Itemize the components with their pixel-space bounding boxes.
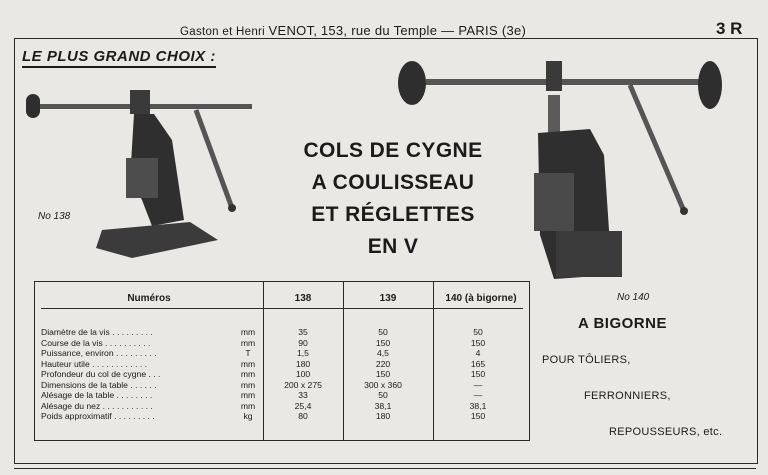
row-unit: mm	[240, 337, 256, 348]
value-140: 38,1	[469, 400, 487, 411]
value-138: 80	[298, 411, 308, 421]
row-unit: kg	[243, 411, 253, 421]
value-139: 38,1	[374, 400, 392, 411]
table-row	[35, 380, 529, 391]
handwheel-right	[698, 61, 722, 109]
header-138: 138	[294, 293, 312, 304]
table-row	[35, 327, 529, 338]
value-139: 4,5	[377, 348, 389, 358]
handwheel-left	[398, 61, 426, 105]
header-address	[180, 23, 526, 38]
value-138: 200 x 275	[284, 379, 322, 390]
table-row	[35, 390, 529, 401]
row-unit: mm	[240, 400, 256, 411]
crank-arm	[196, 110, 232, 208]
product-title	[268, 135, 518, 263]
row-unit: mm	[240, 358, 256, 369]
page-header	[0, 6, 768, 38]
header-prefix: Gaston et Henri	[180, 26, 266, 38]
header-139: 139	[379, 293, 397, 304]
row-label: Diamètre de la vis . . . . . . . . .	[41, 327, 153, 337]
value-140: 150	[470, 337, 486, 348]
table-row	[35, 348, 529, 359]
row-label: Course de la vis . . . . . . . . . .	[41, 337, 151, 348]
value-140: 150	[470, 411, 486, 421]
screw-spiral	[548, 95, 560, 137]
table-row	[35, 359, 529, 370]
value-140: 50	[473, 327, 483, 337]
screw-head	[546, 61, 562, 91]
value-140: —	[473, 379, 483, 390]
table-body	[35, 327, 529, 422]
use-line: POUR TÔLIERS,	[542, 354, 631, 366]
value-139: 50	[378, 390, 388, 400]
row-label: Puissance, environ . . . . . . . . .	[41, 348, 157, 358]
bigorne-base	[556, 231, 622, 277]
value-140: 165	[470, 358, 486, 369]
page-number: 3 R	[716, 19, 743, 38]
bigorne-heading: A BIGORNE	[578, 315, 667, 332]
row-label: Alésage du nez . . . . . . . . . . .	[41, 400, 153, 411]
bottom-rule	[14, 468, 756, 469]
use-line: FERRONNIERS,	[584, 390, 671, 402]
slide-block	[534, 173, 574, 231]
title-line: A COULISSEAU	[311, 171, 475, 194]
value-138: 1,5	[297, 348, 309, 358]
row-label: Dimensions de la table . . . . . .	[41, 379, 157, 390]
header-street: 153, rue du Temple — PARIS (3e)	[320, 23, 527, 38]
table-row	[35, 338, 529, 349]
value-138: 33	[298, 390, 308, 400]
row-unit: mm	[240, 369, 256, 379]
row-unit: T	[245, 348, 251, 358]
value-139: 50	[378, 327, 388, 337]
handwheel-left	[26, 94, 40, 118]
machine-base	[96, 222, 218, 258]
row-label: Alésage de la table . . . . . . . .	[41, 390, 153, 400]
title-line: COLS DE CYGNE	[303, 139, 483, 162]
value-138: 90	[298, 337, 308, 348]
table-row	[35, 401, 529, 412]
screw-head	[130, 90, 150, 114]
value-139: 150	[375, 369, 391, 379]
value-138: 25,4	[294, 400, 312, 411]
row-label: Profondeur du col de cygne . . .	[41, 369, 161, 379]
value-140: 150	[470, 369, 486, 379]
banner-heading: LE PLUS GRAND CHOIX :	[22, 48, 216, 68]
table-row	[35, 369, 529, 380]
crank-knob	[680, 207, 688, 215]
value-139: 150	[375, 337, 391, 348]
table-row	[35, 411, 529, 422]
value-139: 300 x 360	[364, 379, 402, 390]
value-139: 180	[375, 411, 391, 421]
press-138-illustration	[22, 80, 252, 270]
value-138: 35	[298, 327, 308, 337]
label-model-140: No 140	[617, 292, 650, 303]
header-140: 140 (à bigorne)	[445, 293, 517, 304]
label-model-138: No 138	[38, 211, 71, 222]
header-rule	[41, 308, 523, 309]
lever-bar	[426, 79, 718, 85]
value-140: —	[473, 390, 483, 400]
value-138: 180	[295, 358, 311, 369]
value-138: 100	[295, 369, 311, 379]
value-140: 4	[475, 348, 481, 358]
use-line: REPOUSSEURS, etc.	[609, 426, 723, 438]
row-label: Hauteur utile . . . . . . . . . . . .	[41, 358, 148, 369]
title-line: EN V	[367, 235, 419, 258]
row-unit: mm	[240, 327, 256, 337]
header-company: VENOT,	[268, 23, 318, 38]
crank-knob	[228, 204, 236, 212]
slide-block	[126, 158, 158, 198]
row-unit: mm	[240, 379, 256, 390]
header-numeros: Numéros	[127, 293, 171, 304]
value-139: 220	[375, 358, 391, 369]
title-line: ET RÉGLETTES	[311, 203, 475, 226]
crank-arm	[630, 85, 684, 211]
row-label: Poids approximatif . . . . . . . . .	[41, 411, 155, 421]
row-unit: mm	[240, 390, 256, 400]
specs-table	[34, 281, 530, 441]
